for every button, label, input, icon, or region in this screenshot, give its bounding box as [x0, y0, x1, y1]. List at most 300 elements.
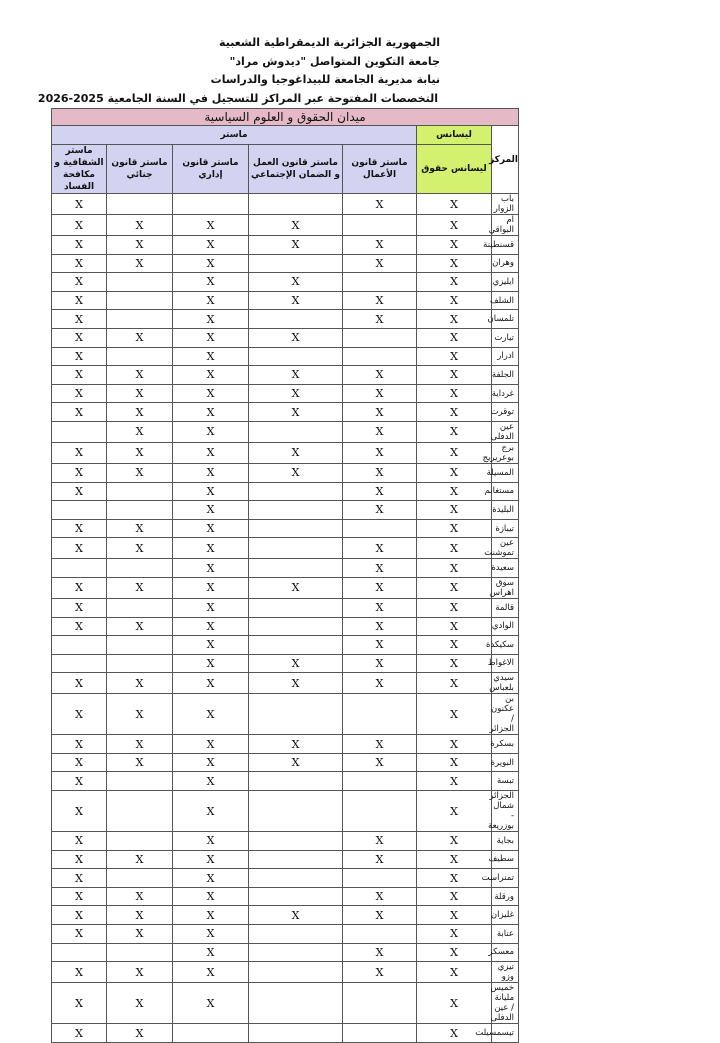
mark-cell-m3: X [173, 983, 249, 1024]
mark-cell-m5 [343, 983, 417, 1024]
mark-cell-m1: X [52, 403, 107, 422]
mark-cell-m4 [249, 962, 343, 983]
mark-cell-m3: X [173, 906, 249, 925]
mark-cell-m5 [343, 519, 417, 538]
mark-cell-m5: X [343, 962, 417, 983]
mark-cell-m2 [107, 559, 173, 578]
mark-cell-m3: X [173, 384, 249, 403]
mark-cell-m2: X [107, 850, 173, 869]
mark-cell-m1: X [52, 577, 107, 598]
mark-cell-m1: X [52, 463, 107, 482]
table-row [52, 463, 519, 482]
mark-cell-m2 [107, 194, 173, 215]
col-header-licence-law: ليسانس حقوق [417, 145, 492, 194]
col-header-criminal-law: ماستر قانون جنائي [107, 145, 173, 194]
mark-cell-m2: X [107, 384, 173, 403]
table-row [52, 577, 519, 598]
mark-cell-m5: X [343, 943, 417, 962]
mark-cell-m5 [343, 273, 417, 292]
mark-cell-m1: X [52, 772, 107, 791]
table-row [52, 366, 519, 385]
mark-cell-m3: X [173, 617, 249, 636]
mark-cell-m1 [52, 636, 107, 655]
mark-cell-m4 [249, 421, 343, 442]
mark-cell-lic: X [417, 366, 492, 385]
mark-cell-m1: X [52, 328, 107, 347]
mark-cell-m4: X [249, 654, 343, 673]
mark-cell-m3: X [173, 925, 249, 944]
mark-cell-m5: X [343, 906, 417, 925]
mark-cell-m4 [249, 598, 343, 617]
mark-cell-lic: X [417, 328, 492, 347]
mark-cell-m5 [343, 772, 417, 791]
mark-cell-m5 [343, 869, 417, 888]
table-row [52, 983, 519, 1024]
mark-cell-m1: X [52, 254, 107, 273]
mark-cell-lic: X [417, 194, 492, 215]
mark-cell-m4 [249, 943, 343, 962]
mark-cell-m1: X [52, 310, 107, 329]
mark-cell-m5: X [343, 598, 417, 617]
mark-cell-lic: X [417, 943, 492, 962]
mark-cell-m1: X [52, 598, 107, 617]
mark-cell-m4 [249, 850, 343, 869]
mark-cell-m3: X [173, 501, 249, 520]
mark-cell-m1: X [52, 538, 107, 559]
mark-cell-m3: X [173, 943, 249, 962]
document-title: التخصصات المفتوحة عبر المراكز للتسجيل في السنة الجامعية 2025-2026 [37, 92, 438, 105]
mark-cell-m3: X [173, 636, 249, 655]
mark-cell-m2: X [107, 442, 173, 463]
mark-cell-lic: X [417, 772, 492, 791]
mark-cell-m4 [249, 254, 343, 273]
mark-cell-m4: X [249, 215, 343, 236]
mark-cell-lic: X [417, 538, 492, 559]
mark-cell-m2: X [107, 1024, 173, 1043]
center-name: غليزان [492, 906, 519, 925]
mark-cell-lic: X [417, 577, 492, 598]
mark-cell-m1: X [52, 694, 107, 735]
table-row [52, 962, 519, 983]
center-name: تيزي وزو [492, 962, 519, 983]
mark-cell-lic: X [417, 403, 492, 422]
mark-cell-m4: X [249, 906, 343, 925]
center-column-header: المركز [492, 126, 519, 194]
center-name: سيدي بلعباس [492, 673, 519, 694]
table-row [52, 694, 519, 735]
mark-cell-lic: X [417, 254, 492, 273]
mark-cell-m4 [249, 636, 343, 655]
mark-cell-m5 [343, 1024, 417, 1043]
mark-cell-lic: X [417, 598, 492, 617]
mark-cell-m2: X [107, 694, 173, 735]
center-name: وهران [492, 254, 519, 273]
mark-cell-m3: X [173, 832, 249, 851]
mark-cell-m5: X [343, 366, 417, 385]
master-group-header: ماستر [52, 126, 417, 145]
mark-cell-m4: X [249, 291, 343, 310]
mark-cell-m5: X [343, 442, 417, 463]
mark-cell-m2 [107, 654, 173, 673]
mark-cell-m2: X [107, 519, 173, 538]
mark-cell-m1: X [52, 906, 107, 925]
col-header-labor-law: ماستر قانون العمل و الضمان الإجتماعي [249, 145, 343, 194]
mark-cell-m4: X [249, 463, 343, 482]
table-row [52, 310, 519, 329]
center-name: الشلف [492, 291, 519, 310]
table-row [52, 887, 519, 906]
mark-cell-lic: X [417, 215, 492, 236]
center-name: قالمة [492, 598, 519, 617]
center-name: بجاية [492, 832, 519, 851]
mark-cell-m2: X [107, 463, 173, 482]
mark-cell-m5: X [343, 636, 417, 655]
table-row [52, 215, 519, 236]
mark-cell-m5: X [343, 538, 417, 559]
specialties-table [51, 108, 519, 1043]
center-name: تلمسان [492, 310, 519, 329]
mark-cell-m4: X [249, 442, 343, 463]
mark-cell-m3: X [173, 273, 249, 292]
mark-cell-m3: X [173, 442, 249, 463]
mark-cell-m5: X [343, 501, 417, 520]
mark-cell-lic: X [417, 501, 492, 520]
table-row [52, 850, 519, 869]
mark-cell-m1: X [52, 791, 107, 832]
mark-cell-m3: X [173, 236, 249, 255]
mark-cell-m4 [249, 538, 343, 559]
center-name: عين الدفلى [492, 421, 519, 442]
mark-cell-m5 [343, 694, 417, 735]
table-row [52, 906, 519, 925]
mark-cell-m3: X [173, 753, 249, 772]
center-name: سكيكدة [492, 636, 519, 655]
mark-cell-m1 [52, 421, 107, 442]
mark-cell-lic: X [417, 673, 492, 694]
mark-cell-m1: X [52, 194, 107, 215]
table-row [52, 654, 519, 673]
table-row [52, 832, 519, 851]
center-name: تيسمسيلت [492, 1024, 519, 1043]
mark-cell-m5 [343, 215, 417, 236]
mark-cell-m2: X [107, 328, 173, 347]
mark-cell-m1: X [52, 753, 107, 772]
table-row [52, 791, 519, 832]
mark-cell-m3: X [173, 694, 249, 735]
mark-cell-m3: X [173, 735, 249, 754]
center-name: خميس مليانة / عين الدفلى [492, 983, 519, 1024]
mark-cell-m1: X [52, 384, 107, 403]
mark-cell-m4 [249, 482, 343, 501]
mark-cell-m1: X [52, 673, 107, 694]
center-name: مستغانم [492, 482, 519, 501]
mark-cell-m4 [249, 832, 343, 851]
mark-cell-m2: X [107, 887, 173, 906]
mark-cell-m2: X [107, 538, 173, 559]
mark-cell-m2: X [107, 577, 173, 598]
table-row [52, 421, 519, 442]
mark-cell-m4 [249, 694, 343, 735]
mark-cell-m5: X [343, 384, 417, 403]
table-row [52, 328, 519, 347]
mark-cell-m5: X [343, 421, 417, 442]
mark-cell-m5: X [343, 236, 417, 255]
center-name: سعيدة [492, 559, 519, 578]
table-row [52, 482, 519, 501]
center-name: المسيلة [492, 463, 519, 482]
mark-cell-m3 [173, 1024, 249, 1043]
mark-cell-m3: X [173, 291, 249, 310]
mark-cell-lic: X [417, 291, 492, 310]
mark-cell-lic: X [417, 236, 492, 255]
mark-cell-m5: X [343, 577, 417, 598]
mark-cell-m2 [107, 772, 173, 791]
mark-cell-m3: X [173, 421, 249, 442]
center-name: تبسة [492, 772, 519, 791]
mark-cell-m3: X [173, 366, 249, 385]
mark-cell-m4 [249, 925, 343, 944]
mark-cell-lic: X [417, 694, 492, 735]
mark-cell-lic: X [417, 384, 492, 403]
mark-cell-m2: X [107, 673, 173, 694]
mark-cell-m4 [249, 617, 343, 636]
mark-cell-m1: X [52, 1024, 107, 1043]
center-name: بن عكنون / الجزائر [492, 694, 519, 735]
mark-cell-m2: X [107, 366, 173, 385]
mark-cell-m3: X [173, 577, 249, 598]
table-row [52, 442, 519, 463]
mark-cell-m3: X [173, 791, 249, 832]
mark-cell-m4 [249, 983, 343, 1024]
mark-cell-m1: X [52, 983, 107, 1024]
table-row [52, 501, 519, 520]
mark-cell-m2: X [107, 254, 173, 273]
table-row [52, 194, 519, 215]
mark-cell-m3: X [173, 310, 249, 329]
mark-cell-m5: X [343, 654, 417, 673]
mark-cell-m2 [107, 482, 173, 501]
table-row [52, 559, 519, 578]
mark-cell-m5: X [343, 463, 417, 482]
center-name: ادرار [492, 347, 519, 366]
mark-cell-m5 [343, 791, 417, 832]
mark-cell-m4 [249, 519, 343, 538]
mark-cell-lic: X [417, 482, 492, 501]
mark-cell-lic: X [417, 347, 492, 366]
table-row [52, 1024, 519, 1043]
mark-cell-m2 [107, 501, 173, 520]
mark-cell-m5 [343, 328, 417, 347]
mark-cell-m2: X [107, 925, 173, 944]
center-name: البليدة [492, 501, 519, 520]
mark-cell-m1: X [52, 519, 107, 538]
mark-cell-m5: X [343, 753, 417, 772]
mark-cell-m1: X [52, 442, 107, 463]
mark-cell-m3: X [173, 403, 249, 422]
mark-cell-m2 [107, 832, 173, 851]
table-row [52, 753, 519, 772]
mark-cell-m4: X [249, 735, 343, 754]
mark-cell-lic: X [417, 442, 492, 463]
center-name: الجزائر شمال - بوزريعة [492, 791, 519, 832]
mark-cell-m4 [249, 1024, 343, 1043]
mark-cell-m4: X [249, 403, 343, 422]
mark-cell-m2 [107, 273, 173, 292]
mark-cell-m1: X [52, 273, 107, 292]
mark-cell-m3: X [173, 654, 249, 673]
mark-cell-m1: X [52, 215, 107, 236]
mark-cell-lic: X [417, 887, 492, 906]
mark-cell-m1: X [52, 850, 107, 869]
mark-cell-m1: X [52, 962, 107, 983]
mark-cell-m3: X [173, 215, 249, 236]
mark-cell-lic: X [417, 617, 492, 636]
mark-cell-m4 [249, 772, 343, 791]
mark-cell-m1: X [52, 925, 107, 944]
mark-cell-m2: X [107, 215, 173, 236]
mark-cell-m4: X [249, 384, 343, 403]
center-name: معسكر [492, 943, 519, 962]
mark-cell-lic: X [417, 421, 492, 442]
center-name: برج بوعريريج [492, 442, 519, 463]
mark-cell-lic: X [417, 832, 492, 851]
mark-cell-m5: X [343, 617, 417, 636]
mark-cell-m1: X [52, 735, 107, 754]
mark-cell-m5: X [343, 673, 417, 694]
mark-cell-lic: X [417, 925, 492, 944]
mark-cell-lic: X [417, 983, 492, 1024]
table-row [52, 538, 519, 559]
table-row [52, 519, 519, 538]
mark-cell-m2 [107, 636, 173, 655]
mark-cell-m1 [52, 501, 107, 520]
mark-cell-m3: X [173, 887, 249, 906]
mark-cell-m3: X [173, 347, 249, 366]
mark-cell-m1: X [52, 366, 107, 385]
mark-cell-lic: X [417, 273, 492, 292]
table-row [52, 869, 519, 888]
center-name: سوق اهراس [492, 577, 519, 598]
mark-cell-lic: X [417, 310, 492, 329]
mark-cell-m4: X [249, 273, 343, 292]
center-name: غرداية [492, 384, 519, 403]
mark-cell-m4: X [249, 577, 343, 598]
mark-cell-m3: X [173, 254, 249, 273]
mark-cell-m2: X [107, 403, 173, 422]
licence-group-header: ليسانس [417, 126, 492, 145]
center-name: عنابة [492, 925, 519, 944]
mark-cell-m5: X [343, 254, 417, 273]
mark-cell-m2 [107, 943, 173, 962]
table-row [52, 673, 519, 694]
mark-cell-m1: X [52, 887, 107, 906]
center-name: سطيف [492, 850, 519, 869]
mark-cell-m5: X [343, 559, 417, 578]
field-title: ميدان الحقوق و العلوم السياسية [52, 109, 519, 126]
mark-cell-m1: X [52, 832, 107, 851]
center-name: البويرة [492, 753, 519, 772]
center-name: عين تموشنت [492, 538, 519, 559]
center-name: الاغواط [492, 654, 519, 673]
mark-cell-m4 [249, 791, 343, 832]
center-name: الجلفة [492, 366, 519, 385]
mark-cell-m2 [107, 347, 173, 366]
mark-cell-lic: X [417, 753, 492, 772]
mark-cell-m2: X [107, 962, 173, 983]
mark-cell-m3: X [173, 328, 249, 347]
mark-cell-m3: X [173, 463, 249, 482]
mark-cell-m4: X [249, 366, 343, 385]
header-line-3: نيابة مديرية الجامعة للبيداغوجيا والدراسات [210, 73, 440, 86]
mark-cell-m2: X [107, 236, 173, 255]
mark-cell-lic: X [417, 519, 492, 538]
mark-cell-m3: X [173, 962, 249, 983]
mark-cell-m3: X [173, 673, 249, 694]
mark-cell-m2: X [107, 735, 173, 754]
mark-cell-m5: X [343, 735, 417, 754]
mark-cell-m2 [107, 310, 173, 329]
mark-cell-m3: X [173, 598, 249, 617]
mark-cell-m3: X [173, 538, 249, 559]
mark-cell-lic: X [417, 791, 492, 832]
center-name: تمنراست [492, 869, 519, 888]
center-name: تيبازة [492, 519, 519, 538]
center-name: تيارت [492, 328, 519, 347]
table-row [52, 598, 519, 617]
center-name: ورقلة [492, 887, 519, 906]
table-row [52, 254, 519, 273]
mark-cell-m4 [249, 347, 343, 366]
mark-cell-m4 [249, 887, 343, 906]
mark-cell-m1: X [52, 869, 107, 888]
mark-cell-m5: X [343, 850, 417, 869]
mark-cell-m5: X [343, 310, 417, 329]
mark-cell-m1: X [52, 347, 107, 366]
mark-cell-m5: X [343, 291, 417, 310]
mark-cell-lic: X [417, 1024, 492, 1043]
mark-cell-m2: X [107, 617, 173, 636]
col-header-business-law: ماستر قانون الأعمال [343, 145, 417, 194]
mark-cell-lic: X [417, 636, 492, 655]
col-header-transparency: ماستر الشفافية و مكافحة الفساد [52, 145, 107, 194]
table-row [52, 925, 519, 944]
mark-cell-m1 [52, 943, 107, 962]
table-row [52, 273, 519, 292]
mark-cell-m2 [107, 791, 173, 832]
table-row [52, 636, 519, 655]
center-name: باب الزوار [492, 194, 519, 215]
mark-cell-m5: X [343, 194, 417, 215]
mark-cell-m1: X [52, 236, 107, 255]
table-row [52, 384, 519, 403]
mark-cell-m1: X [52, 482, 107, 501]
mark-cell-m2: X [107, 983, 173, 1024]
table-row [52, 772, 519, 791]
mark-cell-m1 [52, 559, 107, 578]
mark-cell-lic: X [417, 869, 492, 888]
center-name: الوادي [492, 617, 519, 636]
mark-cell-m4: X [249, 236, 343, 255]
mark-cell-m3: X [173, 850, 249, 869]
mark-cell-m5 [343, 925, 417, 944]
table-row [52, 236, 519, 255]
table-row [52, 347, 519, 366]
mark-cell-lic: X [417, 559, 492, 578]
header-line-1: الجمهورية الجزائرية الديمقراطية الشعبية [219, 36, 440, 49]
mark-cell-m2 [107, 291, 173, 310]
mark-cell-m2 [107, 869, 173, 888]
mark-cell-m3: X [173, 559, 249, 578]
